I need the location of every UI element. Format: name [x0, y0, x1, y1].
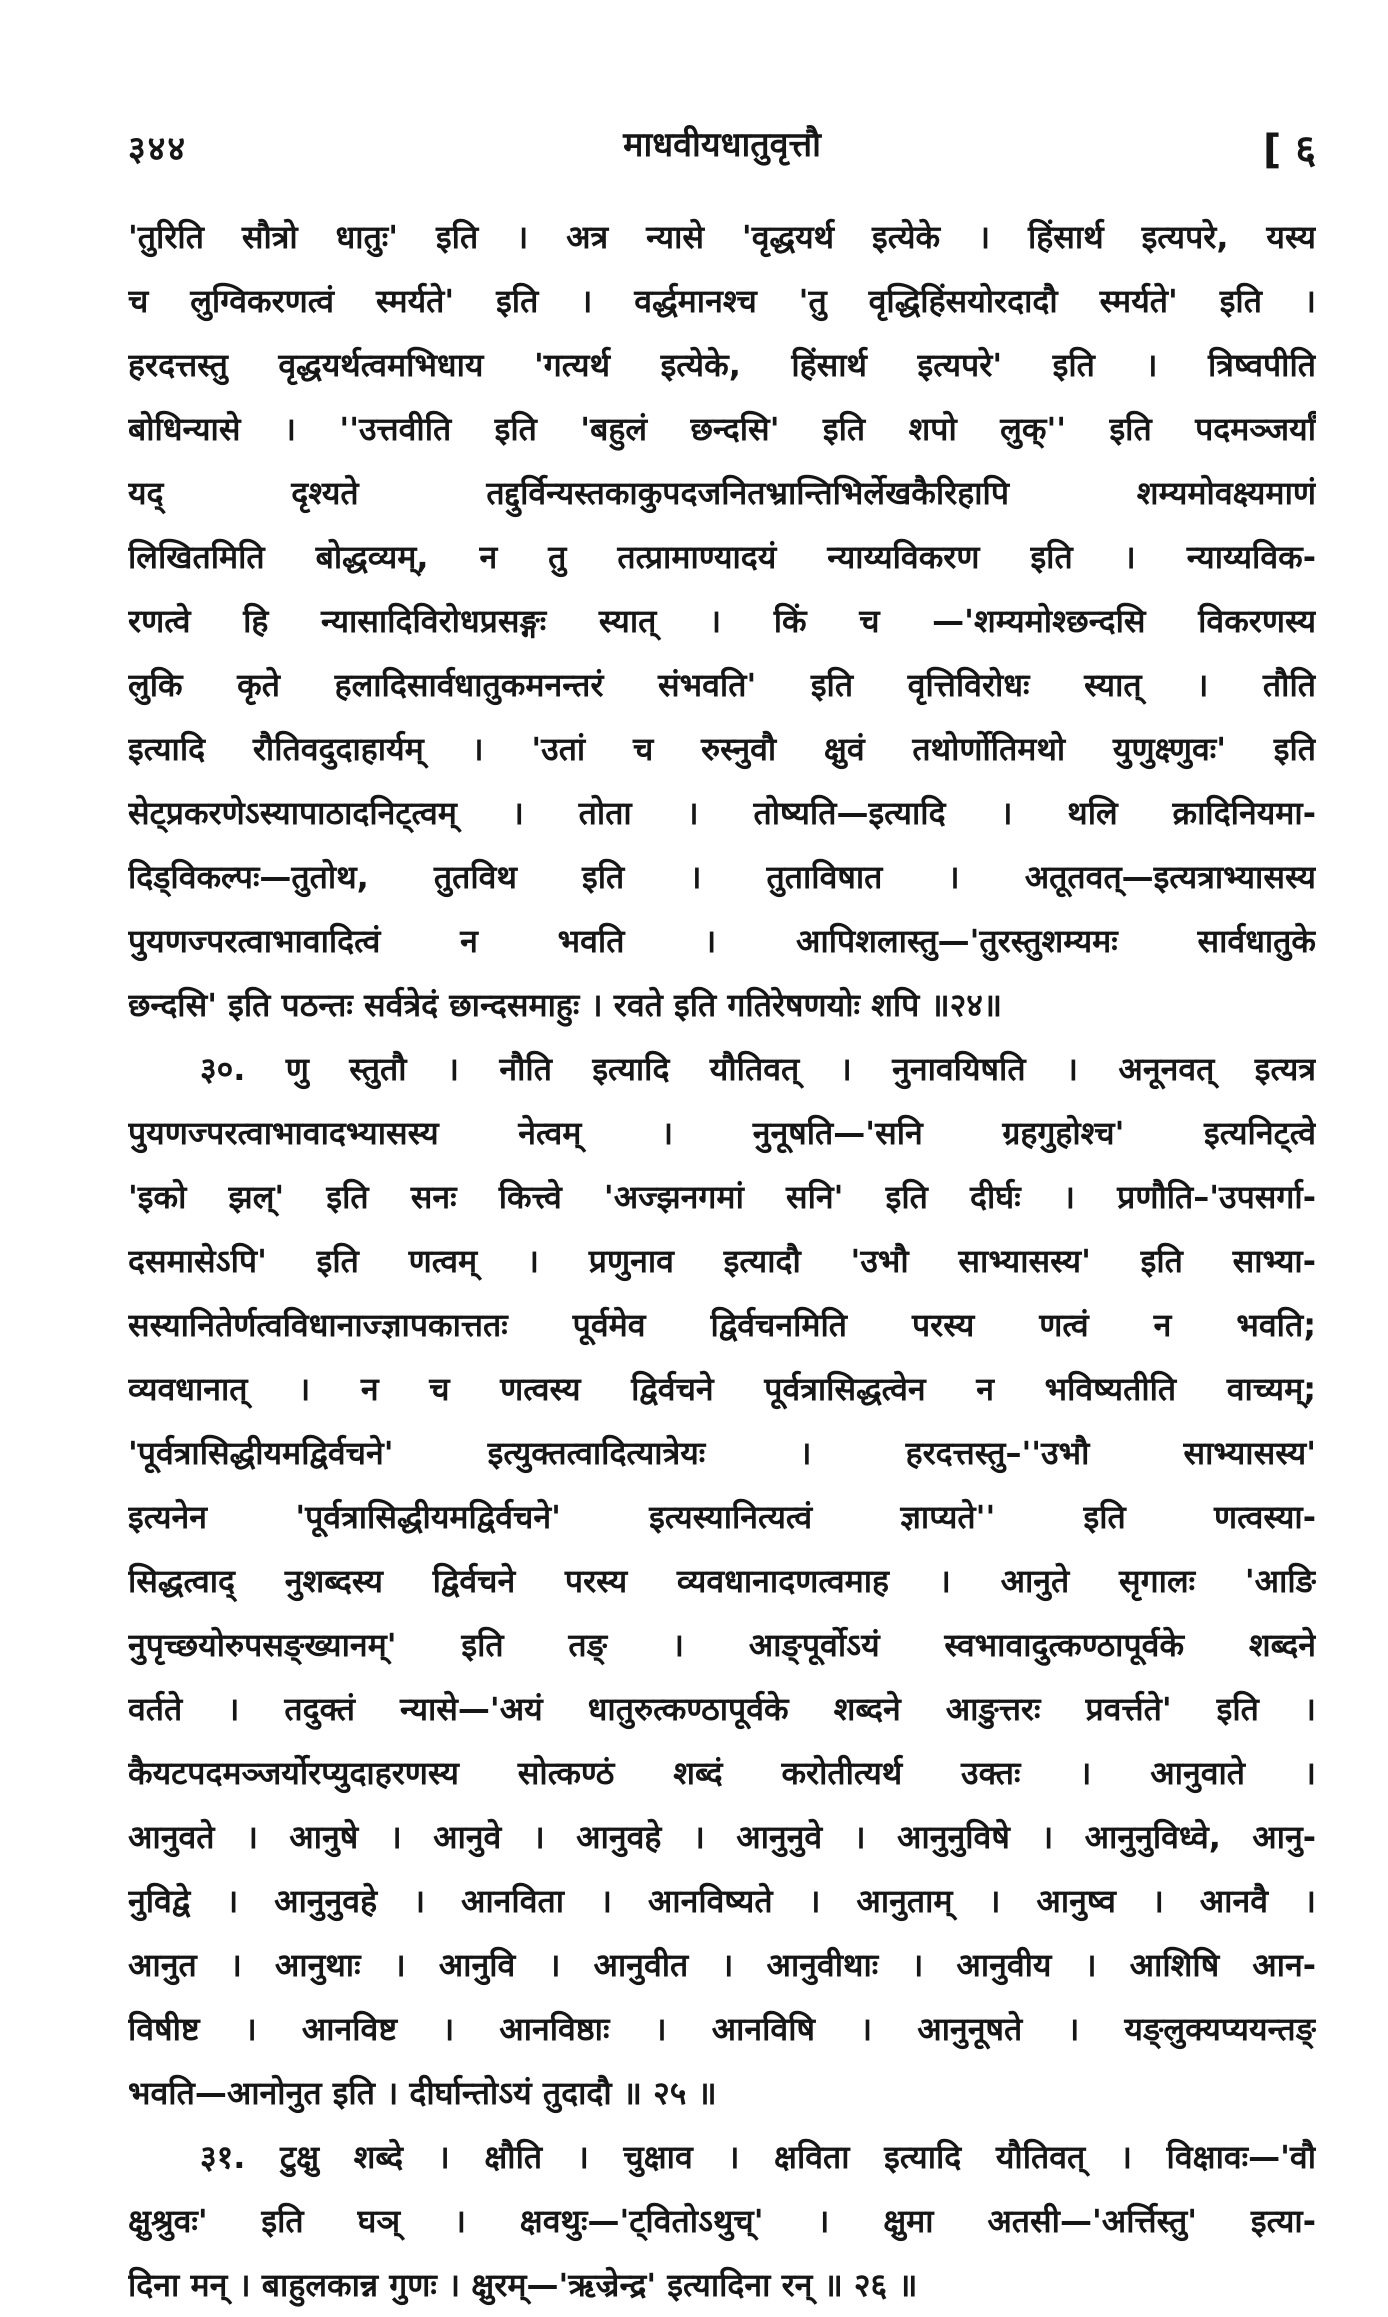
text-line: 'इको झल्' इति सनः कित्त्वे 'अज्झनगमां सनि' इति दीर्घः । प्रणौति–'उपसर्गा-	[128, 1178, 1316, 1216]
text-line: सेट्प्रकरणेऽस्यापाठादनिट्त्वम् । तोता । तोष्यति—इत्यादि । थलि क्रादिनियमा-	[128, 794, 1316, 832]
body-text	[128, 205, 1316, 2317]
text-line: सिद्धत्वाद् नुशब्दस्य द्विर्वचने परस्य व्यवधानादणत्वमाह । आनुते सृगालः 'आङि	[128, 1562, 1316, 1600]
text-line: च लुग्विकरणत्वं स्मर्यते' इति । वर्द्धमानश्च 'तु वृद्धिहिंसयोरदादौ स्मर्यते' इति ।	[128, 282, 1316, 320]
text-line: पुयणज्परत्वाभावादभ्यासस्य नेत्वम् । नुनूषति—'सनि ग्रहगुहोश्च' इत्यनिट्त्वे	[128, 1114, 1316, 1152]
text-line: व्यवधानात् । न च णत्वस्य द्विर्वचने पूर्वत्रासिद्धत्वेन न भविष्यतीति वाच्यम्;	[128, 1370, 1316, 1408]
text-line: आनुत । आनुथाः । आनुवि । आनुवीत । आनुवीथाः । आनुवीय । आशिषि आन-	[128, 1946, 1316, 1984]
page-number: ३४४	[128, 129, 188, 169]
text-line: नुविद्वे । आनुनुवहे । आनविता । आनविष्यते । आनुताम् । आनुष्व । आनवै ।	[128, 1882, 1316, 1920]
text-line: छन्दसि' इति पठन्तः सर्वत्रेदं छान्दसमाहुः । रवते इति गतिरेषणयोः शपि ॥२४॥	[128, 986, 1003, 1024]
text-line: इत्यादि रौतिवदुदाहार्यम् । 'उतां च रुस्नुवौ क्षुवं तथोर्णोतिमथो युणुक्ष्णुवः' इति	[128, 730, 1316, 768]
text-line: 'पूर्वत्रासिद्धीयमद्विर्वचने' इत्युक्तत्वादित्यात्रेयः । हरदत्तस्तु–''उभौ साभ्यासस्य'	[128, 1434, 1316, 1472]
text-line: वर्तते । तदुक्तं न्यासे—'अयं धातुरुत्कण्ठापूर्वके शब्दने आङुत्तरः प्रवर्त्तते' इति ।	[128, 1690, 1316, 1728]
text-line: दिड्विकल्पः—तुतोथ, तुतविथ इति । तुताविषात । अतूतवत्—इत्यत्राभ्यासस्य	[128, 858, 1316, 896]
text-line: दसमासेऽपि' इति णत्वम् । प्रणुनाव इत्यादौ 'उभौ साभ्यासस्य' इति साभ्या-	[128, 1242, 1316, 1280]
text-line: ३१. टुक्षु शब्दे । क्षौति । चुक्षाव । क्षविता इत्यादि यौतिवत् । विक्षावः—'वौ	[200, 2138, 1316, 2176]
text-line: विषीष्ट । आनविष्ट । आनविष्ठाः । आनविषि । आनुनूषते । यङ्लुक्यप्ययन्तङ्	[128, 2010, 1316, 2048]
text-line: सस्यानितेर्णत्वविधानाज्ज्ञापकात्ततः पूर्वमेव द्विर्वचनमिति परस्य णत्वं न भवति;	[128, 1306, 1316, 1344]
text-line: लिखितमिति बोद्धव्यम्, न तु तत्प्रामाण्यादयं न्याय्यविकरण इति । न्याय्यविक-	[128, 538, 1316, 576]
section-mark: [ ६	[1262, 127, 1316, 173]
text-line: यद् दृश्यते तद्दुर्विन्यस्तकाकुपदजनितभ्रान्तिभिर्लेखकैरिहापि शम्यमोवक्ष्यमाणं	[128, 474, 1316, 512]
text-line: बोधिन्यासे । ''उत्तवीति इति 'बहुलं छन्दसि' इति शपो लुक्'' इति पदमञ्जर्यां	[128, 410, 1316, 448]
text-line: क्षुश्रुवः' इति घञ् । क्षवथुः—'ट्वितोऽथुच्' । क्षुमा अतसी—'अर्त्तिस्तु' इत्या-	[128, 2202, 1316, 2240]
text-line: ३०. णु स्तुतौ । नौति इत्यादि यौतिवत् । नुनावयिषति । अनूनवत् इत्यत्र	[200, 1050, 1316, 1088]
running-title: माधवीयधातुवृत्तौ	[623, 125, 821, 165]
page-header	[128, 120, 1316, 174]
text-line: 'तुरिति सौत्रो धातुः' इति । अत्र न्यासे 'वृद्धयर्थ इत्येके । हिंसार्थ इत्यपरे, यस्य	[128, 218, 1316, 256]
text-line: रणत्वे हि न्यासादिविरोधप्रसङ्गः स्यात् । किं च —'शम्यमोश्छन्दसि विकरणस्य	[128, 602, 1316, 640]
text-line: आनुवते । आनुषे । आनुवे । आनुवहे । आनुनुवे । आनुनुविषे । आनुनुविध्वे, आनु-	[128, 1818, 1316, 1856]
text-line: हरदत्तस्तु वृद्धयर्थत्वमभिधाय 'गत्यर्थ इत्येके, हिंसार्थ इत्यपरे' इति । त्रिष्वपीति	[128, 346, 1316, 384]
text-line: दिना मन् । बाहुलकान्न गुणः । क्षुरम्—'ऋज्रेन्द्र' इत्यादिना रन् ॥ २६ ॥	[128, 2266, 918, 2304]
text-line: लुकि कृते हलादिसार्वधातुकमनन्तरं संभवति' इति वृत्तिविरोधः स्यात् । तौति	[128, 666, 1316, 704]
text-line: पुयणज्परत्वाभावादित्वं न भवति । आपिशलास्तु—'तुरस्तुशम्यमः सार्वधातुके	[128, 922, 1316, 960]
text-line: भवति—आनोनुत इति । दीर्घान्तोऽयं तुदादौ ॥ २५ ॥	[128, 2074, 717, 2112]
text-line: नुपृच्छयोरुपसङ्ख्यानम्' इति तङ् । आङ्पूर्वोऽयं स्वभावादुत्कण्ठापूर्वके शब्दने	[128, 1626, 1316, 1664]
text-line: इत्यनेन 'पूर्वत्रासिद्धीयमद्विर्वचने' इत्यस्यानित्यत्वं ज्ञाप्यते'' इति णत्वस्या-	[128, 1498, 1316, 1536]
text-line: कैयटपदमञ्जर्योरप्युदाहरणस्य सोत्कण्ठं शब्दं करोतीत्यर्थ उक्तः । आनुवाते ।	[128, 1754, 1316, 1792]
